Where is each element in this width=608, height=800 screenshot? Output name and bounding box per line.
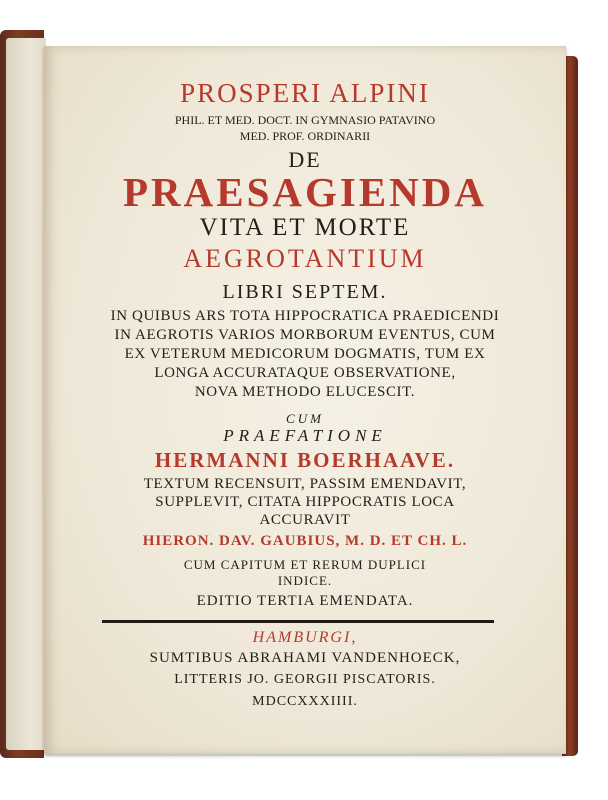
title-main: PRAESAGIENDA — [122, 169, 488, 215]
cum-label: CUM — [286, 411, 324, 426]
author-credential-2: MED. PROF. ORDINARII — [239, 129, 371, 143]
imprint-publisher: SUMTIBUS ABRAHAMI VANDENHOECK, — [149, 650, 461, 666]
index-line-2: INDICE. — [277, 573, 333, 588]
author-credential-1: PHIL. ET MED. DOCT. IN GYMNASIO PATAVINO — [174, 113, 436, 127]
description-line: LONGA ACCURATAQUE OBSERVATIONE, — [154, 365, 456, 381]
editor-text-line: TEXTUM RECENSUIT, PASSIM EMENDAVIT, — [143, 476, 467, 492]
index-line-1: CUM CAPITUM ET RERUM DUPLICI — [183, 557, 427, 572]
title-de: DE — [288, 147, 322, 172]
imprint-printer: LITTERIS JO. GEORGII PISCATORIS. — [174, 672, 436, 687]
imprint-place: HAMBURGI, — [252, 629, 358, 646]
description-line: EX VETERUM MEDICORUM DOGMATIS, TUM EX — [124, 346, 486, 362]
title-page — [44, 46, 566, 754]
praefatione-label: PRAEFATIONE — [223, 426, 387, 445]
editor-text-line: SUPPLEVIT, CITATA HIPPOCRATIS LOCA — [155, 494, 455, 510]
preface-author: HERMANNI BOERHAAVE. — [154, 448, 456, 472]
imprint-divider-rule — [102, 620, 494, 623]
title-line-2: VITA ET MORTE — [199, 214, 411, 241]
description-line: IN AEGROTIS VARIOS MORBORUM EVENTUS, CUM — [114, 327, 496, 343]
edition-statement: EDITIO TERTIA EMENDATA. — [196, 593, 414, 609]
description-line: NOVA METHODO ELUCESCIT. — [194, 384, 416, 400]
book-page-edge — [6, 38, 46, 750]
editor-name: HIERON. DAV. GAUBIUS, M. D. ET CH. L. — [142, 533, 468, 549]
description-line: IN QUIBUS ARS TOTA HIPPOCRATICA PRAEDICENDI — [110, 308, 500, 324]
title-line-3: AEGROTANTIUM — [183, 244, 427, 273]
imprint-year: MDCCXXXIIII. — [252, 694, 358, 709]
title-line-4: LIBRI SEPTEM. — [222, 281, 388, 303]
editor-text-line: ACCURAVIT — [259, 512, 351, 528]
author-name: PROSPERI ALPINI — [180, 78, 430, 108]
